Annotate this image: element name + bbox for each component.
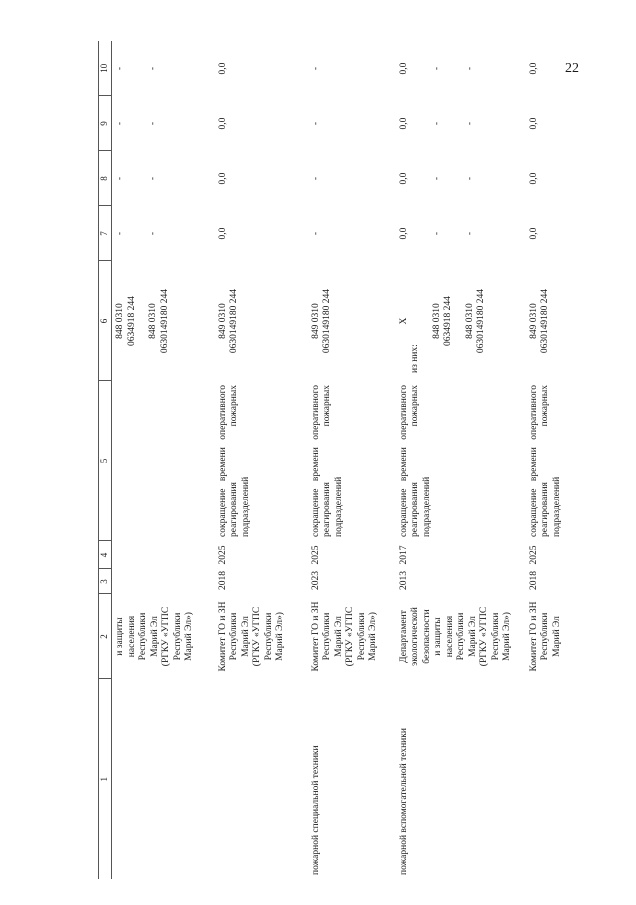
end-year-text: 2025	[310, 545, 321, 565]
cell-budget-code	[112, 261, 215, 381]
spacer	[420, 100, 432, 147]
cell-value-col-10	[396, 41, 526, 96]
spacer	[420, 210, 432, 257]
cell-end-year	[308, 541, 396, 569]
header-row	[99, 41, 112, 879]
value-text: -	[310, 66, 321, 71]
cell-value-col-10	[526, 41, 611, 96]
col-header: 9	[99, 96, 112, 151]
spacer	[443, 210, 453, 257]
cell-value-col-7	[526, 206, 611, 261]
spacer	[443, 155, 453, 202]
budget-code-line: 848 0310	[115, 303, 125, 339]
value-text: -	[310, 176, 321, 181]
spacer	[420, 45, 432, 92]
value-text: 0,0	[217, 227, 228, 240]
spacer	[410, 100, 420, 147]
table-row	[112, 41, 215, 879]
value-text: -	[431, 66, 442, 71]
cell-expected-result	[112, 381, 215, 541]
col-header: 6	[99, 261, 112, 381]
cell-budget-code	[526, 261, 611, 381]
value-text: 0,0	[398, 172, 409, 185]
cell-expected-result	[526, 381, 611, 541]
value-text: 0,0	[398, 62, 409, 75]
table-row	[396, 41, 526, 879]
value-text: -	[310, 121, 321, 126]
end-year-text: 2017	[398, 545, 409, 565]
value-text: -	[148, 231, 158, 236]
cell-value-col-8	[308, 151, 396, 206]
spacer	[422, 265, 432, 377]
budget-code-line: 0634918 244	[126, 296, 137, 346]
cell-start-year	[215, 569, 308, 594]
rotated-table-container	[98, 41, 622, 879]
cell-budget-code	[396, 261, 526, 381]
value-text: 0,0	[528, 117, 539, 130]
cell-budget-code	[215, 261, 308, 381]
col-header: 3	[99, 569, 112, 594]
table-body	[112, 41, 611, 879]
cell-expected-result	[396, 381, 526, 541]
spacer	[420, 155, 432, 202]
budget-code-line: 0630149180 244	[476, 288, 486, 354]
cell-value-col-7	[308, 206, 396, 261]
executor-text: Комитет ГО и ЗН Республики Марий Эл	[528, 601, 562, 672]
spacer	[137, 210, 149, 257]
cell-value-col-8	[526, 151, 611, 206]
page-number: 22	[565, 61, 579, 76]
cell-description	[215, 679, 308, 879]
end-year-text: 2025	[217, 545, 228, 565]
cell-description	[396, 679, 526, 879]
value-text: -	[464, 176, 475, 181]
description-text: пожарной специальной техники	[310, 745, 321, 875]
value-text: -	[115, 66, 125, 71]
spacer	[410, 155, 420, 202]
value-text: 0,0	[528, 172, 539, 185]
col-header: 7	[99, 206, 112, 261]
value-text: -	[431, 231, 442, 236]
budget-code-line: 848 0310	[431, 303, 442, 339]
cell-budget-code	[308, 261, 396, 381]
executor-text: Комитет ГО и ЗН Республики Марий Эл (РГКУ «УГПС Республики Марий Эл»)	[217, 601, 285, 672]
cell-value-col-9	[112, 96, 215, 151]
table-row	[308, 41, 396, 879]
col-header: 2	[99, 594, 112, 679]
spacer	[443, 100, 453, 147]
spacer	[138, 265, 148, 377]
value-text: -	[431, 121, 442, 126]
executor-text: и защиты населения Республики Марий Эл (РГКУ «УГПС Республики Марий Эл»)	[115, 606, 194, 667]
cell-value-col-9	[215, 96, 308, 151]
spacer	[453, 210, 465, 257]
spacer	[410, 210, 420, 257]
cell-start-year	[308, 569, 396, 594]
value-text: -	[148, 66, 158, 71]
budget-code-line: 849 0310	[217, 303, 228, 339]
col-header: 8	[99, 151, 112, 206]
budget-code-line: 849 0310	[310, 303, 321, 339]
value-text: -	[464, 231, 475, 236]
value-text: -	[464, 66, 475, 71]
value-text: 0,0	[217, 62, 228, 75]
cell-value-col-10	[112, 41, 215, 96]
spacer	[137, 155, 149, 202]
cell-executor	[396, 594, 526, 679]
table-row	[526, 41, 611, 879]
spacer	[127, 100, 137, 147]
spacer	[455, 265, 465, 377]
value-text: 0,0	[217, 172, 228, 185]
spacer	[127, 210, 137, 257]
cell-description	[308, 679, 396, 879]
value-text: 0,0	[217, 117, 228, 130]
cell-executor	[215, 594, 308, 679]
budget-head-text: X	[398, 317, 409, 325]
spacer	[410, 45, 420, 92]
cell-executor	[526, 594, 611, 679]
cell-start-year	[112, 569, 215, 594]
cell-end-year	[396, 541, 526, 569]
budget-code-line: 848 0310	[464, 303, 475, 339]
cell-executor	[308, 594, 396, 679]
spacer	[127, 45, 137, 92]
cell-start-year	[396, 569, 526, 594]
col-header: 1	[99, 679, 112, 879]
budget-code-line: 0634918 244	[443, 296, 453, 346]
budget-code-line: 0630149180 244	[159, 288, 170, 354]
start-year-text: 2023	[310, 571, 321, 590]
start-year-text: 2018	[528, 571, 539, 590]
budget-sub-label: из них:	[410, 344, 420, 373]
cell-description	[526, 679, 611, 879]
cell-value-col-9	[396, 96, 526, 151]
budget-code-line: 0630149180 244	[322, 288, 332, 354]
data-table	[98, 41, 611, 879]
value-text: -	[310, 231, 321, 236]
budget-code-line: 848 0310	[148, 303, 158, 339]
value-text: -	[115, 176, 125, 181]
spacer	[453, 155, 465, 202]
value-text: 0,0	[398, 117, 409, 130]
budget-code-line: 0630149180 244	[229, 288, 239, 354]
cell-end-year	[526, 541, 611, 569]
cell-end-year	[112, 541, 215, 569]
budget-code-line: 0630149180 244	[540, 288, 550, 354]
budget-code-line: 849 0310	[528, 303, 539, 339]
cell-value-col-10	[308, 41, 396, 96]
spacer	[453, 100, 465, 147]
spacer	[137, 45, 149, 92]
cell-value-col-7	[112, 206, 215, 261]
expected-result-text: сокращение времени оперативного реагирования пожарных подразделений	[528, 385, 562, 537]
value-text: -	[148, 176, 158, 181]
start-year-text: 2018	[217, 571, 228, 590]
cell-value-col-7	[215, 206, 308, 261]
cell-value-col-9	[526, 96, 611, 151]
cell-executor	[112, 594, 215, 679]
expected-result-text: сокращение времени оперативного реагирования пожарных подразделений	[398, 385, 432, 537]
cell-value-col-8	[112, 151, 215, 206]
col-header: 10	[99, 41, 112, 96]
value-text: -	[115, 121, 125, 126]
cell-value-col-7	[396, 206, 526, 261]
description-text: пожарной вспомогательной техники	[398, 728, 409, 875]
col-header: 5	[99, 381, 112, 541]
value-text: -	[431, 176, 442, 181]
spacer	[443, 45, 453, 92]
value-text: -	[115, 231, 125, 236]
executor-text: Департамент экологической безопасности и защиты населения Республики Марий Эл (РГКУ «УГПС Республики Марий Эл»)	[398, 606, 512, 667]
cell-value-col-8	[396, 151, 526, 206]
end-year-text: 2025	[528, 545, 539, 565]
value-text: -	[148, 121, 158, 126]
spacer	[137, 100, 149, 147]
start-year-text: 2013	[398, 571, 409, 590]
cell-expected-result	[308, 381, 396, 541]
value-text: -	[464, 121, 475, 126]
cell-value-col-8	[215, 151, 308, 206]
spacer	[453, 45, 465, 92]
spacer	[127, 155, 137, 202]
cell-value-col-9	[308, 96, 396, 151]
expected-result-text: сокращение времени оперативного реагирования пожарных подразделений	[310, 385, 344, 537]
cell-expected-result	[215, 381, 308, 541]
executor-text: Комитет ГО и ЗН Республики Марий Эл (РГКУ «УГПС Республики Марий Эл»)	[310, 601, 378, 672]
cell-description	[112, 679, 215, 879]
value-text: 0,0	[528, 62, 539, 75]
table-row	[215, 41, 308, 879]
cell-value-col-10	[215, 41, 308, 96]
col-header: 4	[99, 541, 112, 569]
value-text: 0,0	[398, 227, 409, 240]
cell-end-year	[215, 541, 308, 569]
expected-result-text: сокращение времени оперативного реагирования пожарных подразделений	[217, 385, 251, 537]
value-text: 0,0	[528, 227, 539, 240]
cell-start-year	[526, 569, 611, 594]
